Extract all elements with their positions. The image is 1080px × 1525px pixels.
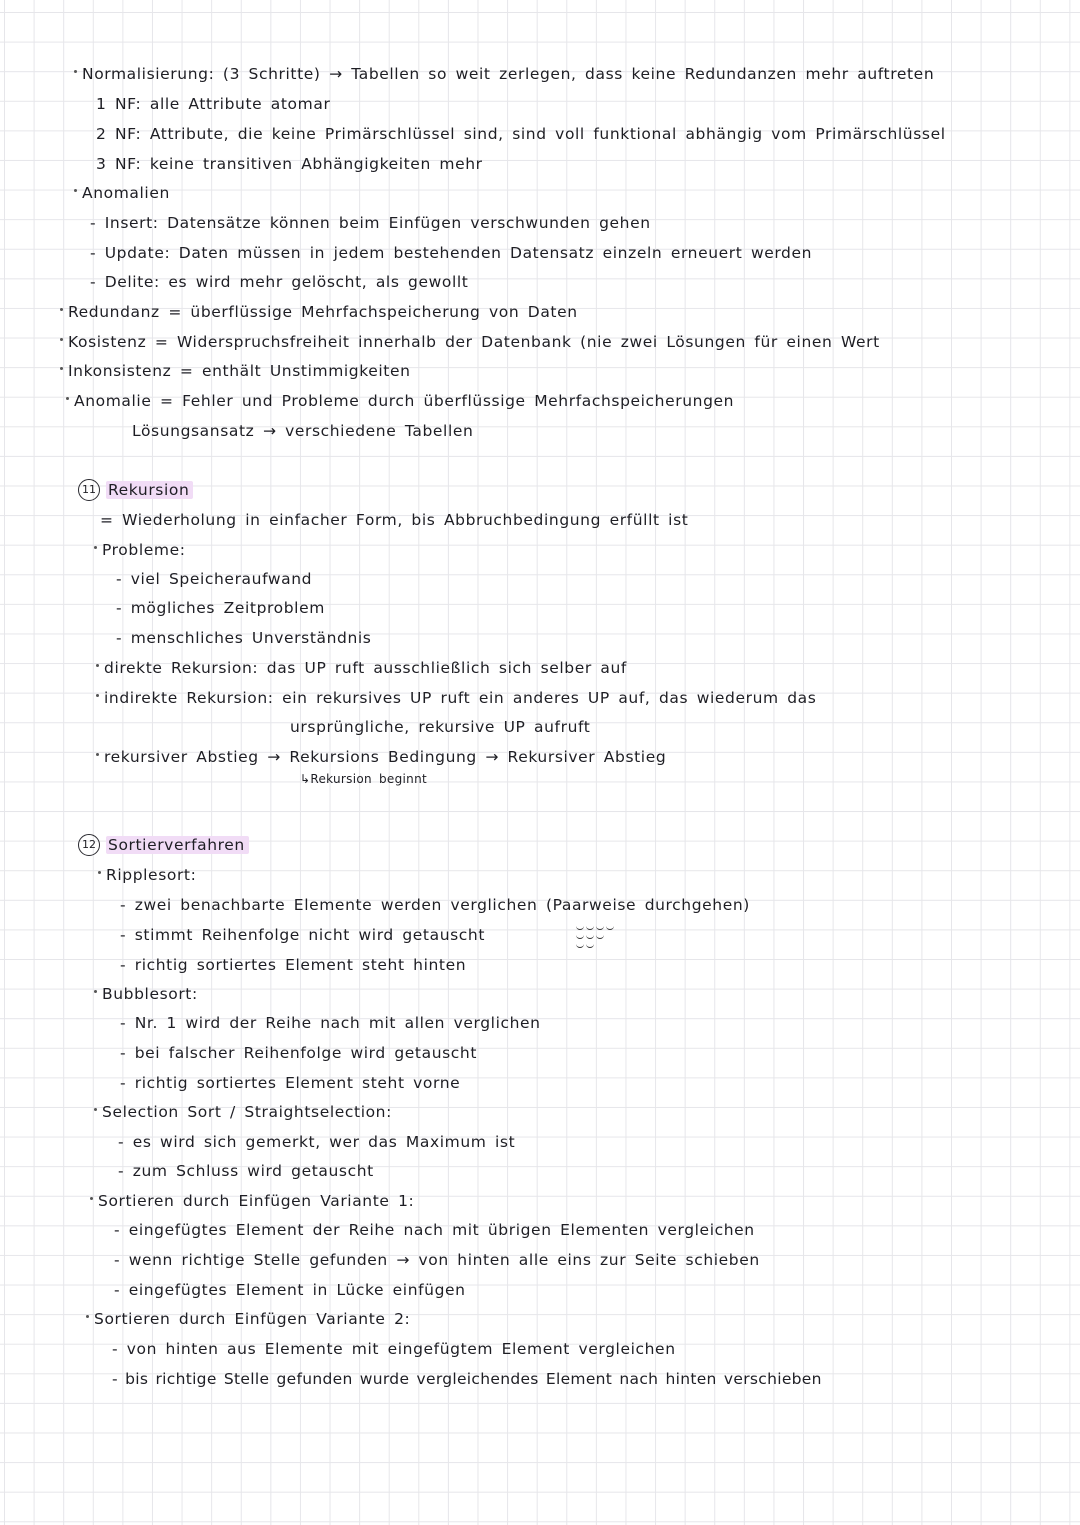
rekursion-beginnt-note bbox=[300, 769, 427, 789]
loesungsansatz-line bbox=[132, 421, 473, 441]
problem-item: - menschliches Unverständnis bbox=[116, 629, 372, 647]
bullet bbox=[94, 1108, 97, 1111]
bullet bbox=[96, 694, 99, 697]
insertion2-heading: Sortieren durch Einfügen Variante 2: bbox=[94, 1310, 411, 1328]
arrow-icon: → bbox=[485, 748, 499, 766]
sortier-heading-line bbox=[78, 834, 249, 856]
ripple-item: - stimmt Reihenfolge nicht wird getauscht bbox=[120, 926, 486, 944]
def-redundanz-line bbox=[60, 302, 578, 322]
anomalie-insert: - Insert: Datensätze können beim Einfügen verschwunden gehen bbox=[90, 214, 651, 232]
bubble-item: - Nr. 1 wird der Reihe nach mit allen verglichen bbox=[120, 1014, 541, 1032]
def-konsistenz-line bbox=[60, 332, 880, 352]
insertion1-item: - eingefügtes Element der Reihe nach mit übrigen Elementen vergleichen bbox=[114, 1221, 755, 1239]
rekursiver-abstieg-line bbox=[96, 747, 666, 767]
ripple-item: - zwei benachbarte Elemente werden verglichen (Paarweise durchgehen) bbox=[120, 896, 750, 914]
ripplesort-heading: Ripplesort: bbox=[106, 866, 197, 884]
normalisierung-steps: (3 Schritte) bbox=[222, 65, 321, 83]
rekursion-heading-line bbox=[78, 479, 193, 501]
bullet bbox=[90, 1197, 93, 1200]
direkte-rekursion-line bbox=[96, 658, 627, 678]
nf2-line: 2 NF: Attribute, die keine Primärschlüssel sind, sind voll funktional abhängig vom Primärschlüssel bbox=[96, 125, 946, 143]
arrow-icon: → bbox=[396, 1251, 410, 1269]
rekursions-bedingung: Rekursions Bedingung bbox=[289, 748, 477, 766]
selection-item: - es wird sich gemerkt, wer das Maximum ist bbox=[118, 1133, 516, 1151]
direkte-rekursion: direkte Rekursion: das UP ruft ausschließlich sich selber auf bbox=[104, 659, 627, 677]
problem-item: - mögliches Zeitproblem bbox=[116, 599, 325, 617]
section-number: 11 bbox=[78, 479, 100, 501]
anomalien-heading-line bbox=[74, 183, 170, 203]
bullet bbox=[60, 308, 63, 311]
bullet bbox=[60, 367, 63, 370]
bullet bbox=[94, 546, 97, 549]
bullet bbox=[96, 664, 99, 667]
rekursion-title: Rekursion bbox=[106, 481, 193, 499]
probleme-heading-line bbox=[94, 540, 186, 560]
insertion1-heading-line bbox=[90, 1191, 414, 1211]
indirekte-rekursion: indirekte Rekursion: ein rekursives UP ruft ein anderes UP auf, das wiederum das bbox=[104, 689, 817, 707]
arrow-icon: → bbox=[267, 748, 281, 766]
insertion1-item-continued: von hinten alle eins zur Seite schieben bbox=[418, 1251, 760, 1269]
bullet bbox=[74, 189, 77, 192]
bullet bbox=[98, 871, 101, 874]
problem-item: - viel Speicheraufwand bbox=[116, 570, 313, 588]
rekursion-definition: = Wiederholung in einfacher Form, bis Abbruchbedingung erfüllt ist bbox=[100, 511, 689, 529]
def-inkonsistenz: Inkonsistenz = enthält Unstimmigkeiten bbox=[68, 362, 411, 380]
arrow-icon: → bbox=[329, 65, 343, 83]
probleme-heading: Probleme: bbox=[102, 541, 186, 559]
bullet bbox=[86, 1315, 89, 1318]
sortier-title: Sortierverfahren bbox=[106, 836, 249, 854]
bubble-item: - richtig sortiertes Element steht vorne bbox=[120, 1074, 461, 1092]
selection-heading-line bbox=[94, 1102, 392, 1122]
swap-arcs-icon bbox=[575, 921, 615, 948]
insertion1-heading: Sortieren durch Einfügen Variante 1: bbox=[98, 1192, 415, 1210]
bullet bbox=[74, 70, 77, 73]
indirekte-rekursion-continued: ursprüngliche, rekursive UP aufruft bbox=[290, 718, 591, 736]
insertion1-item: - wenn richtige Stelle gefunden bbox=[114, 1251, 388, 1269]
def-konsistenz: Kosistenz = Widerspruchsfreiheit innerhalb der Datenbank (nie zwei Lösungen für einen Wert bbox=[68, 333, 880, 351]
bubblesort-heading: Bubblesort: bbox=[102, 985, 198, 1003]
bullet bbox=[96, 753, 99, 756]
bullet bbox=[60, 338, 63, 341]
selection-item: - zum Schluss wird getauscht bbox=[118, 1162, 374, 1180]
return-arrow-icon: ↳ bbox=[300, 772, 311, 786]
indirekte-rekursion-line bbox=[96, 688, 816, 708]
section-number: 12 bbox=[78, 834, 100, 856]
loesungsansatz-value: verschiedene Tabellen bbox=[285, 422, 474, 440]
ripple-item: - richtig sortiertes Element steht hinten bbox=[120, 956, 467, 974]
rekursiver-abstieg-result: Rekursiver Abstieg bbox=[507, 748, 667, 766]
rekursiver-abstieg-label: rekursiver Abstieg bbox=[104, 748, 259, 766]
arrow-icon: → bbox=[262, 422, 277, 440]
insertion2-heading-line bbox=[86, 1309, 410, 1329]
insertion1-item-line bbox=[114, 1250, 760, 1270]
nf3-line: 3 NF: keine transitiven Abhängigkeiten mehr bbox=[96, 155, 483, 173]
bullet bbox=[66, 397, 69, 400]
normalisierung-heading: Normalisierung: bbox=[82, 65, 215, 83]
normalisierung-line bbox=[74, 64, 934, 84]
bubblesort-heading-line bbox=[94, 984, 198, 1004]
ripplesort-heading-line bbox=[98, 865, 196, 885]
normalisierung-desc: Tabellen so weit zerlegen, dass keine Redundanzen mehr auftreten bbox=[351, 65, 935, 83]
def-anomalie: Anomalie = Fehler und Probleme durch überflüssige Mehrfachspeicherungen bbox=[74, 392, 735, 410]
anomalie-delete: - Delite: es wird mehr gelöscht, als gewollt bbox=[90, 273, 469, 291]
anomalien-heading: Anomalien bbox=[82, 184, 170, 202]
def-redundanz: Redundanz = überflüssige Mehrfachspeicherung von Daten bbox=[68, 303, 578, 321]
selection-heading: Selection Sort / Straightselection: bbox=[102, 1103, 392, 1121]
def-anomalie-line bbox=[66, 391, 734, 411]
loesungsansatz-label: Lösungsansatz bbox=[132, 422, 255, 440]
anomalie-update: - Update: Daten müssen in jedem bestehenden Datensatz einzeln erneuert werden bbox=[90, 244, 813, 262]
nf1-line: 1 NF: alle Attribute atomar bbox=[96, 95, 331, 113]
bullet bbox=[94, 990, 97, 993]
rekursion-beginnt: Rekursion beginnt bbox=[310, 772, 427, 786]
def-inkonsistenz-line bbox=[60, 361, 411, 381]
insertion2-item: - von hinten aus Elemente mit eingefügtem Element vergleichen bbox=[112, 1340, 676, 1358]
insertion2-item: - bis richtige Stelle gefunden wurde vergleichendes Element nach hinten verschieben bbox=[112, 1370, 822, 1388]
insertion1-item: - eingefügtes Element in Lücke einfügen bbox=[114, 1281, 466, 1299]
bubble-item: - bei falscher Reihenfolge wird getauscht bbox=[120, 1044, 478, 1062]
